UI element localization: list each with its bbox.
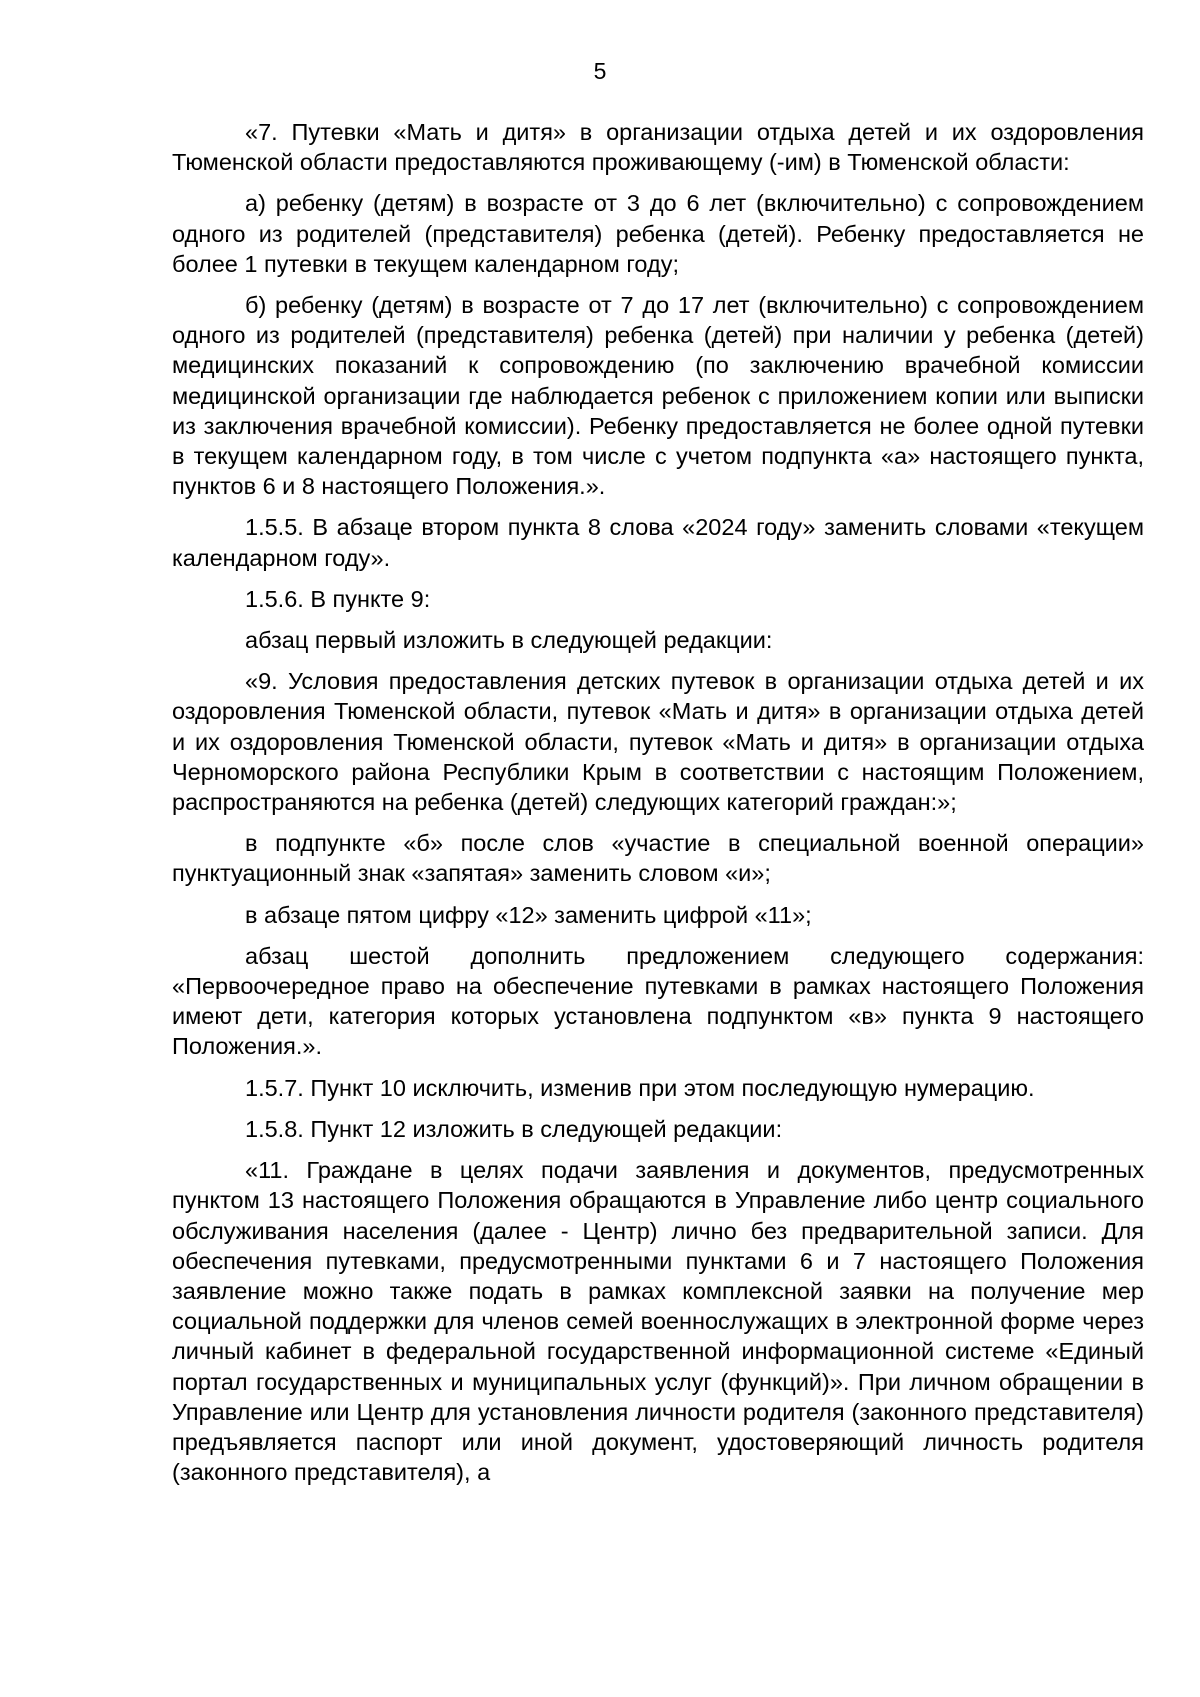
paragraph-subpoint-b-change: в подпункте «б» после слов «участие в специальной военной операции» пунктуационный знак «запятая» заменить словом «и»; — [172, 830, 1144, 887]
paragraph-point-11: «11. Граждане в целях подачи заявления и документов, предусмотренных пунктом 13 настоящего Положения обращаются в Управление либо центр социального обслуживания населения (далее - Центр) лично без предварительной записи. Для обеспечения путевками, предусмотренными пунктами 6 и 7 настоящего Положения заявление можно также подать в рамках комплексной заявки на получение мер социальной поддержки для членов семей военнослужащих в электронной форме через личный кабинет в федеральной государственной информационной системе «Единый портал государственных и муниципальных услуг (функций)». При личном обращении в Управление или Центр для установления личности родителя (законного представителя) предъявляется паспорт или иной документ, удостоверяющий личность родителя (законного представителя), а — [172, 1157, 1144, 1486]
page-number: 5 — [593, 58, 607, 84]
document-body — [172, 117, 1144, 1498]
paragraph-1-5-5: 1.5.5. В абзаце втором пункта 8 слова «2024 году» заменить словами «текущем календарном году». — [172, 514, 1144, 571]
paragraph-point-7: «7. Путевки «Мать и дитя» в организации отдыха детей и их оздоровления Тюменской области предоставляются проживающему (-им) в Тюменской области: — [172, 119, 1144, 176]
paragraph-fifth-abzac: в абзаце пятом цифру «12» заменить цифрой «11»; — [245, 901, 812, 928]
paragraph-1-5-8: 1.5.8. Пункт 12 изложить в следующей редакции: — [245, 1115, 783, 1142]
paragraph-1-5-7: 1.5.7. Пункт 10 исключить, изменив при этом последующую нумерацию. — [245, 1074, 1035, 1101]
paragraph-point-9: «9. Условия предоставления детских путевок в организации отдыха детей и их оздоровления Тюменской области, путевок «Мать и дитя» в организации отдыха детей и их оздоровления Тюменской области, путевок «Мать и дитя» в организации отдыха Черноморского района Республики Крым в соответствии с настоящим Положением, распространяются на ребенка (детей) следующих категорий граждан:»; — [172, 668, 1144, 816]
paragraph-subpoint-a: а) ребенку (детям) в возрасте от 3 до 6 лет (включительно) с сопровождением одного из родителей (представителя) ребенка (детей). Ребенку предоставляется не более 1 путевки в текущем календарном году; — [172, 190, 1144, 277]
paragraph-subpoint-b: б) ребенку (детям) в возрасте от 7 до 17 лет (включительно) с сопровождением одного из родителей (представителя) ребенка (детей) при наличии у ребенка (детей) медицинских показаний к сопровождению (по заключению врачебной комиссии медицинской организации где наблюдается ребенок с приложением копии или выписки из заключения врачебной комиссии). Ребенку предоставляется не более одной путевки в текущем календарном году, в том числе с учетом подпункта «а» настоящего пункта, пунктов 6 и 8 настоящего Положения.». — [172, 292, 1144, 500]
paragraph-1-5-6: 1.5.6. В пункте 9: — [245, 585, 431, 612]
paragraph-first-abzac: абзац первый изложить в следующей редакции: — [245, 627, 773, 654]
paragraph-sixth-abzac: абзац шестой дополнить предложением следующего содержания: «Первоочередное право на обеспечение путевками в рамках настоящего Положения имеют дети, категория которых установлена подпунктом «в» пункта 9 настоящего Положения.». — [172, 942, 1144, 1060]
